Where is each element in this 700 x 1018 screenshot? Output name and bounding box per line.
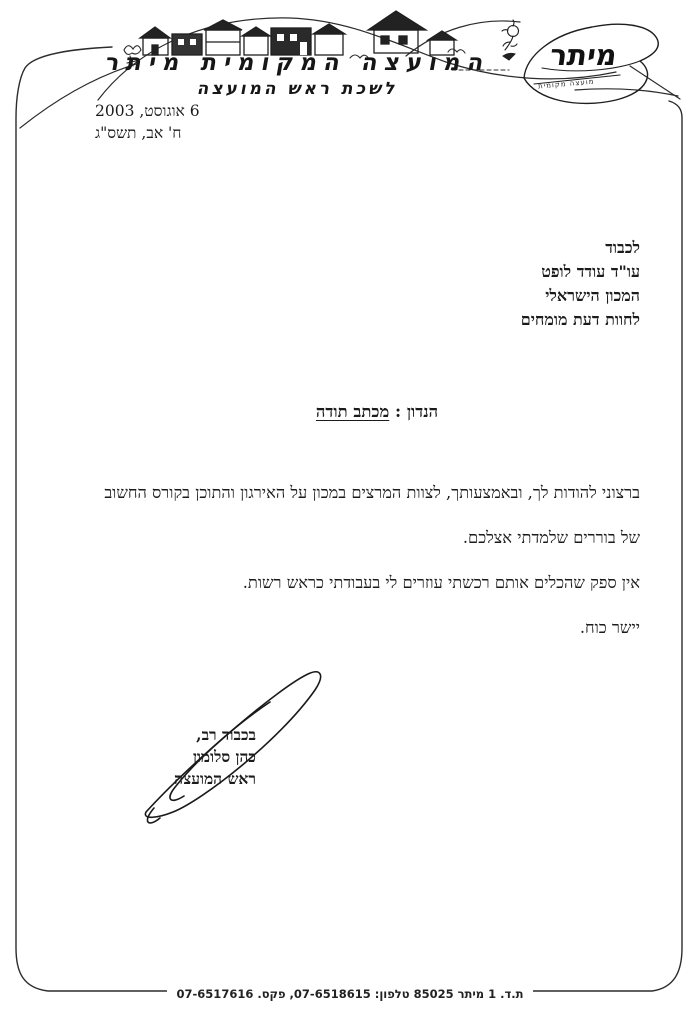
org-name: המועצה המקומית מיתר — [103, 50, 493, 76]
letter-body — [58, 483, 640, 663]
subject-line — [54, 402, 700, 422]
masthead — [16, 50, 580, 99]
date-gregorian: 6 אוגוסט, 2003 — [95, 102, 200, 120]
village-houses — [140, 11, 456, 55]
body-line: יישר כוח. — [579, 618, 640, 637]
footer-contact-info: ת.ד. 1 מיתר 85025 טלפון: 07-6518615, פקס. 07-6517616 — [167, 987, 534, 1001]
addressee-line: עו"ד עודד לופט — [541, 262, 640, 281]
signature-block — [20, 724, 256, 790]
body-line: ברצוני להודות לך, ובאמצעותך, לצוות המרצים במכון על האירגון והתוכן בקורס החשוב — [104, 483, 640, 502]
signature-name: כהן סלומון — [193, 747, 256, 766]
addressee-line: לחוות דעת מומחים — [520, 310, 640, 329]
logo-wordmark: מיתר — [547, 38, 620, 72]
subject-title: מכתב תודה — [315, 402, 390, 421]
date-hebrew: ח' אב, תשס"ג — [95, 124, 182, 142]
signature-closing: בכבוד רב, — [196, 725, 256, 744]
logo-tagline: מועצה מקומית — [537, 77, 595, 91]
subject-label: הנדון : — [395, 402, 439, 421]
addressee-line: לכבוד — [605, 238, 640, 257]
addressee-line: המכון הישראלי — [545, 286, 640, 305]
addressee-block — [521, 236, 640, 332]
date-block — [95, 100, 200, 144]
body-line: של בוררים שלמדתי אצלכם. — [462, 528, 640, 547]
signature-title: ראש המועצה — [174, 769, 256, 788]
footer — [0, 983, 700, 1002]
body-line: אין ספק שהכלים אותם רכשתי עוזרים לי בעבודתי כראש רשות. — [242, 573, 640, 592]
office-name: לשכת ראש המועצה — [195, 79, 401, 99]
